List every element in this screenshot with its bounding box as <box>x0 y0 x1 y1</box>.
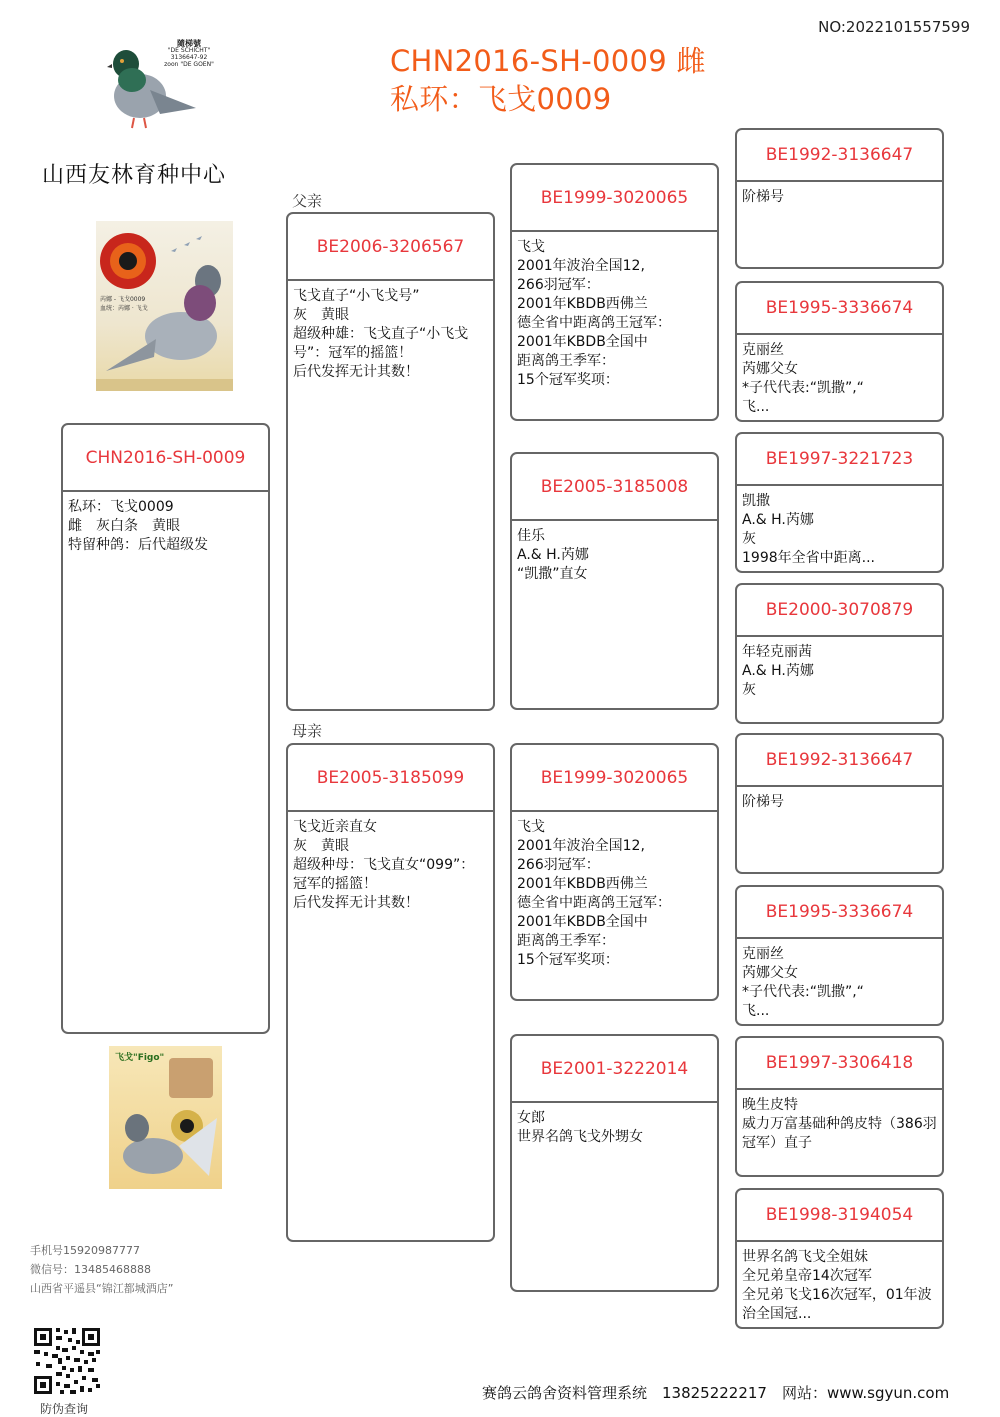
great-grandparent-ring: BE1997-3306418 <box>737 1038 942 1090</box>
grandparent-card-3[interactable] <box>510 743 719 1001</box>
organization-name: 山西友林育种中心 <box>42 163 227 188</box>
great-grandparent-card-3[interactable] <box>735 432 944 573</box>
great-grandparent-card-8[interactable] <box>735 1188 944 1329</box>
logo-ring: 3136647-92 <box>170 54 208 61</box>
grandparent-card-1[interactable] <box>510 163 719 421</box>
great-grandparent-card-5[interactable] <box>735 733 944 874</box>
logo-sub1: "DE SCHICHT" <box>167 47 211 54</box>
contact-address: 山西省平遥县“锦江都城酒店” <box>30 1282 174 1295</box>
great-grandparent-ring: BE1995-3336674 <box>737 887 942 939</box>
title-ring: CHN2016-SH-0009 雌 <box>390 44 706 78</box>
grandparent-ring: BE2005-3185008 <box>512 454 717 521</box>
dam-card[interactable] <box>286 743 495 1242</box>
great-grandparent-card-4[interactable] <box>735 583 944 724</box>
qr-code-icon[interactable] <box>32 1326 102 1396</box>
pigeon-poster-1 <box>96 221 233 391</box>
page-title <box>390 42 706 118</box>
great-grandparent-ring: BE2000-3070879 <box>737 585 942 637</box>
poster1-caption <box>100 295 148 313</box>
poster2-title: 飞戈"Figo" <box>115 1053 165 1063</box>
grandparent-ring: BE2001-3222014 <box>512 1036 717 1103</box>
poster2-pigeon-icon <box>109 1046 222 1189</box>
mother-label: 母亲 <box>292 722 323 740</box>
great-grandparent-notes: 阶梯号 <box>742 189 784 205</box>
sire-card[interactable] <box>286 212 495 711</box>
qr-label: 防伪查询 <box>40 1402 89 1416</box>
poster1-line1: 芮娜 - 飞戈0009 <box>100 296 146 303</box>
grandparent-notes: 飞戈 2001年波治全国12, 266羽冠军： 2001年KBDB西佛兰 德全省中距离鸽王冠军： 2001年KBDB全国中 距离鸽王季军： 15个冠军奖项： <box>517 239 671 388</box>
sire-ring: BE2006-3206567 <box>288 214 493 281</box>
sire-notes: 飞戈直子“小飞戈号” 灰 黄眼 超级种雄：飞戈直子“小飞戈号”：冠军的摇篮！ 后代发挥无计其数！ <box>293 288 469 380</box>
great-grandparent-notes: 晚生皮特 威力万富基础种鸽皮特（386羽冠军）直子 <box>742 1097 937 1151</box>
father-label: 父亲 <box>292 192 323 210</box>
document-number: NO:2022101557599 <box>818 18 970 36</box>
dam-ring: BE2005-3185099 <box>288 745 493 812</box>
logo-caption <box>158 40 220 68</box>
great-grandparent-notes: 凯撒 A.& H.芮娜 灰 1998年全省中距离... <box>742 493 875 566</box>
great-grandparent-notes: 阶梯号 <box>742 794 784 810</box>
great-grandparent-card-1[interactable] <box>735 128 944 269</box>
subject-ring: CHN2016-SH-0009 <box>63 425 268 492</box>
contact-phone: 手机号15920987777 <box>30 1244 140 1257</box>
loft-logo <box>100 38 220 136</box>
title-private-ring: 私环：飞戈0009 <box>390 82 612 116</box>
grandparent-ring: BE1999-3020065 <box>512 165 717 232</box>
subject-card[interactable] <box>61 423 270 1034</box>
great-grandparent-ring: BE1995-3336674 <box>737 283 942 335</box>
logo-name: 隨梯號 <box>177 39 201 48</box>
poster1-line2: 血统：芮娜 · 飞戈 <box>100 305 148 312</box>
great-grandparent-card-2[interactable] <box>735 281 944 422</box>
grandparent-notes: 佳乐 A.& H.芮娜 “凯撒”直女 <box>517 528 589 582</box>
grandparent-ring: BE1999-3020065 <box>512 745 717 812</box>
great-grandparent-notes: 克丽丝 芮娜父女 *子代代表:“凯撒”,“ 飞... <box>742 946 864 1019</box>
grandparent-card-2[interactable] <box>510 452 719 710</box>
great-grandparent-notes: 世界名鸽飞戈全姐妹 全兄弟皇帝14次冠军 全兄弟飞戈16次冠军，01年波治全国冠... <box>742 1249 932 1322</box>
contact-wechat: 微信号：13485468888 <box>30 1263 151 1276</box>
great-grandparent-notes: 克丽丝 芮娜父女 *子代代表:“凯撒”,“ 飞... <box>742 342 864 415</box>
footer-system-info: 赛鸽云鸽舍资料管理系统 13825222217 网站：www.sgyun.com <box>482 1384 950 1402</box>
dam-notes: 飞戈近亲直女 灰 黄眼 超级种母：飞戈直女“099”：冠军的摇篮！ 后代发挥无计其数！ <box>293 819 475 911</box>
great-grandparent-ring: BE1992-3136647 <box>737 735 942 787</box>
grandparent-notes: 女郎 世界名鸽飞戈外甥女 <box>517 1110 643 1145</box>
great-grandparent-ring: BE1997-3221723 <box>737 434 942 486</box>
subject-notes: 私环：飞戈0009 雌 灰白条 黄眼 特留种鸽：后代超级发 <box>68 499 208 553</box>
grandparent-card-4[interactable] <box>510 1034 719 1292</box>
logo-sub2: zoon "DE GOEN" <box>164 61 214 68</box>
great-grandparent-notes: 年轻克丽茜 A.& H.芮娜 灰 <box>742 644 814 698</box>
grandparent-notes: 飞戈 2001年波治全国12, 266羽冠军： 2001年KBDB西佛兰 德全省中距离鸽王冠军： 2001年KBDB全国中 距离鸽王季军： 15个冠军奖项： <box>517 819 671 968</box>
great-grandparent-ring: BE1992-3136647 <box>737 130 942 182</box>
great-grandparent-card-7[interactable] <box>735 1036 944 1177</box>
great-grandparent-card-6[interactable] <box>735 885 944 1026</box>
great-grandparent-ring: BE1998-3194054 <box>737 1190 942 1242</box>
pigeon-poster-2 <box>109 1046 222 1189</box>
